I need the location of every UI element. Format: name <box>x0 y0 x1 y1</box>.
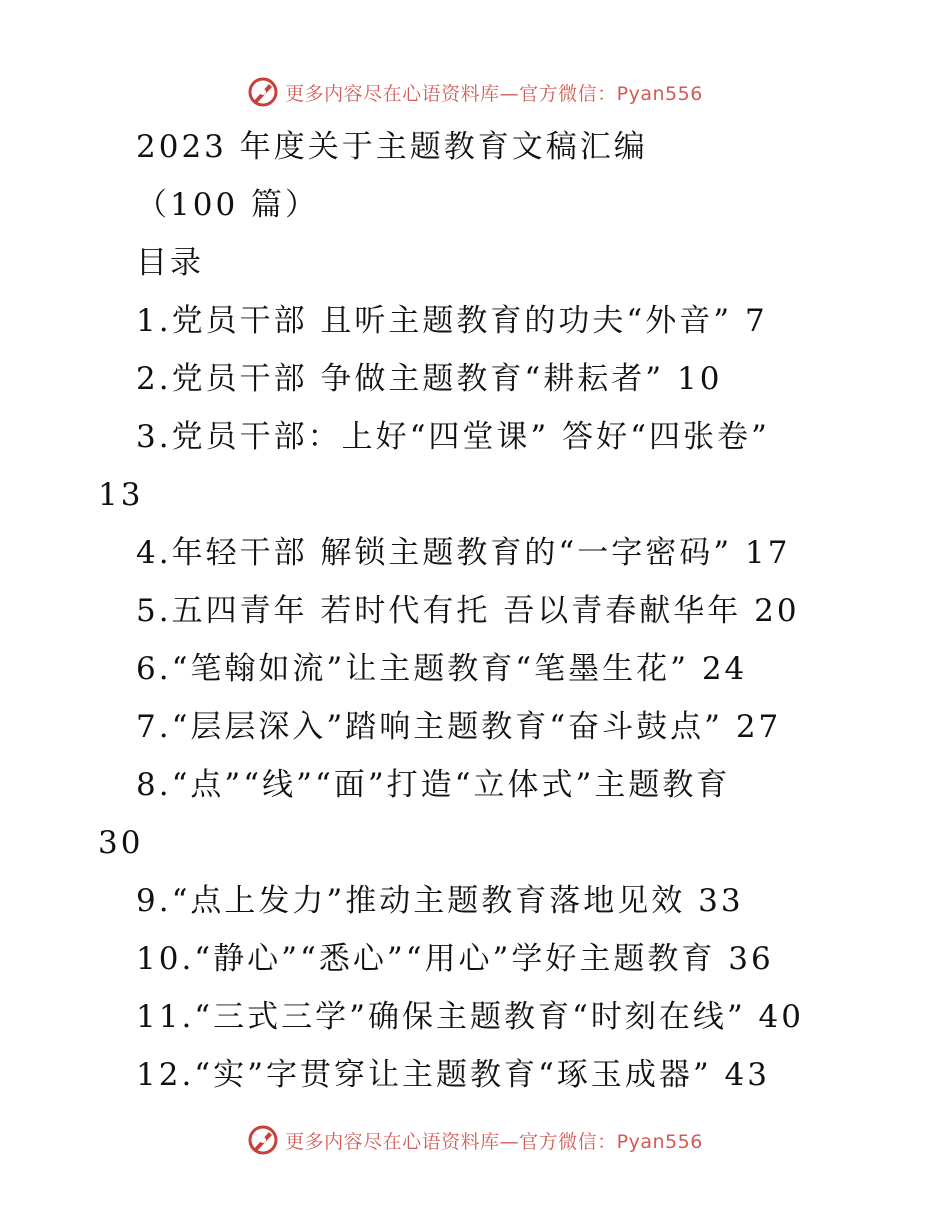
toc-entry: 10.“静心”“悉心”“用心”学好主题教育 36 <box>136 941 774 977</box>
watermark-header <box>0 72 950 112</box>
watermark-text: 更多内容尽在心语资料库—官方微信：Pyan556 <box>285 82 703 105</box>
toc-entry: 9.“点上发力”推动主题教育落地见效 33 <box>136 883 744 919</box>
toc-entry: 12.“实”字贯穿让主题教育“琢玉成器” 43 <box>136 1057 770 1093</box>
doc-title: 2023 年度关于主题教育文稿汇编 <box>136 129 648 165</box>
watermark-text: 更多内容尽在心语资料库—官方微信：Pyan556 <box>285 1130 703 1153</box>
pen-seal-icon <box>247 76 279 108</box>
toc-entry: 4.年轻干部 解锁主题教育的“一字密码” 17 <box>136 535 791 571</box>
toc-entry: 8.“点”“线”“面”打造“立体式”主题教育 <box>136 767 731 803</box>
pen-seal-icon <box>247 1124 279 1156</box>
toc-heading: 目录 <box>136 245 204 281</box>
watermark-footer <box>0 1120 950 1160</box>
toc-entry: 5.五四青年 若时代有托 吾以青春献华年 20 <box>136 593 800 629</box>
toc-entry: 2.党员干部 争做主题教育“耕耘者” 10 <box>136 361 723 397</box>
toc-entry: 6.“笔翰如流”让主题教育“笔墨生花” 24 <box>136 651 748 687</box>
toc-entry: 11.“三式三学”确保主题教育“时刻在线” 40 <box>136 999 804 1035</box>
toc-entry: 7.“层层深入”踏响主题教育“奋斗鼓点” 27 <box>136 709 782 745</box>
toc-entry-page-number: 30 <box>98 825 144 861</box>
doc-subtitle: （100 篇） <box>136 187 320 223</box>
toc-entry-page-number: 13 <box>98 477 144 513</box>
toc-entry: 1.党员干部 且听主题教育的功夫“外音” 7 <box>136 303 768 339</box>
toc-entry: 3.党员干部：上好“四堂课” 答好“四张卷” <box>136 419 770 455</box>
